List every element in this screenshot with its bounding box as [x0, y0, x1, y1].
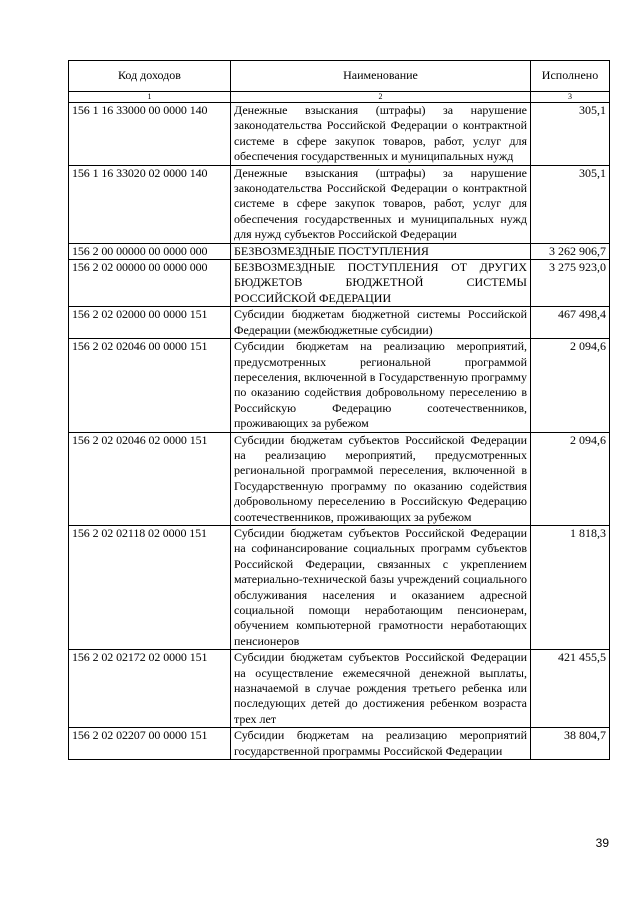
revenue-amount: 1 818,3 — [531, 525, 610, 649]
revenue-amount: 305,1 — [531, 103, 610, 166]
revenue-name: Субсидии бюджетам субъектов Российской Федерации на реализацию мероприятий, предусмотренных региональной программой переселения, включенной в Государственную программу по оказанию содействия добровольному переселению в Российскую Федерацию соотечественников, проживающих за рубежом — [231, 432, 531, 525]
table-row — [69, 307, 610, 339]
column-number-row — [69, 92, 610, 103]
revenue-name: Денежные взыскания (штрафы) за нарушение законодательства Российской Федерации о контрактной системе в сфере закупок товаров, работ, услуг для обеспечения государственных и муниципальных нужд — [231, 103, 531, 166]
revenue-name: Денежные взыскания (штрафы) за нарушение законодательства Российской Федерации о контрактной системе в сфере закупок товаров, работ, услуг для обеспечения государственных и муниципальных нужд для нужд субъектов Российской Федерации — [231, 165, 531, 243]
table-row — [69, 243, 610, 259]
column-number-2: 2 — [231, 92, 531, 103]
revenue-name: БЕЗВОЗМЕЗДНЫЕ ПОСТУПЛЕНИЯ — [231, 243, 531, 259]
column-number-3: 3 — [531, 92, 610, 103]
revenue-code: 156 2 02 02118 02 0000 151 — [69, 525, 231, 649]
revenue-name: Субсидии бюджетам на реализацию мероприятий государственной программы Российской Федерации — [231, 728, 531, 760]
revenue-amount: 305,1 — [531, 165, 610, 243]
table-row — [69, 650, 610, 728]
revenue-name: БЕЗВОЗМЕЗДНЫЕ ПОСТУПЛЕНИЯ ОТ ДРУГИХ БЮДЖЕТОВ БЮДЖЕТНОЙ СИСТЕМЫ РОССИЙСКОЙ ФЕДЕРАЦИИ — [231, 260, 531, 307]
revenue-code: 156 2 02 00000 00 0000 000 — [69, 260, 231, 307]
revenue-amount: 467 498,4 — [531, 307, 610, 339]
table-row — [69, 525, 610, 649]
table-row — [69, 728, 610, 760]
header-amount: Исполнено — [531, 61, 610, 92]
revenue-name: Субсидии бюджетам субъектов Российской Федерации на осуществление ежемесячной денежной выплаты, назначаемой в случае рождения третьего ребенка или последующих детей до достижения ребенком возраста трех лет — [231, 650, 531, 728]
revenue-amount: 3 262 906,7 — [531, 243, 610, 259]
revenue-amount: 3 275 923,0 — [531, 260, 610, 307]
table-row — [69, 260, 610, 307]
header-row — [69, 61, 610, 92]
revenue-table — [68, 60, 610, 760]
revenue-name: Субсидии бюджетам субъектов Российской Федерации на софинансирование социальных программ субъектов Российской Федерации, связанных с укреплением материально-технической базы учреждений социального обслуживания населения и оказанием адресной социальной помощи неработающим пенсионерам, обучением компьютерной грамотности неработающих пенсионеров — [231, 525, 531, 649]
revenue-code: 156 1 16 33000 00 0000 140 — [69, 103, 231, 166]
revenue-code: 156 2 02 02207 00 0000 151 — [69, 728, 231, 760]
revenue-amount: 38 804,7 — [531, 728, 610, 760]
table-row — [69, 432, 610, 525]
revenue-code: 156 2 02 02046 02 0000 151 — [69, 432, 231, 525]
table-row — [69, 165, 610, 243]
revenue-name: Субсидии бюджетам бюджетной системы Российской Федерации (межбюджетные субсидии) — [231, 307, 531, 339]
table-row — [69, 103, 610, 166]
revenue-amount: 2 094,6 — [531, 339, 610, 432]
revenue-code: 156 2 00 00000 00 0000 000 — [69, 243, 231, 259]
page-number: 39 — [595, 836, 609, 850]
revenue-amount: 421 455,5 — [531, 650, 610, 728]
header-code: Код доходов — [69, 61, 231, 92]
header-name: Наименование — [231, 61, 531, 92]
column-number-1: 1 — [69, 92, 231, 103]
revenue-code: 156 1 16 33020 02 0000 140 — [69, 165, 231, 243]
table-row — [69, 339, 610, 432]
revenue-amount: 2 094,6 — [531, 432, 610, 525]
revenue-name: Субсидии бюджетам на реализацию мероприятий, предусмотренных региональной программой переселения, включенной в Государственную программу по оказанию содействия добровольному переселению в Российскую Федерацию соотечественников, проживающих за рубежом — [231, 339, 531, 432]
revenue-code: 156 2 02 02000 00 0000 151 — [69, 307, 231, 339]
revenue-code: 156 2 02 02172 02 0000 151 — [69, 650, 231, 728]
revenue-code: 156 2 02 02046 00 0000 151 — [69, 339, 231, 432]
